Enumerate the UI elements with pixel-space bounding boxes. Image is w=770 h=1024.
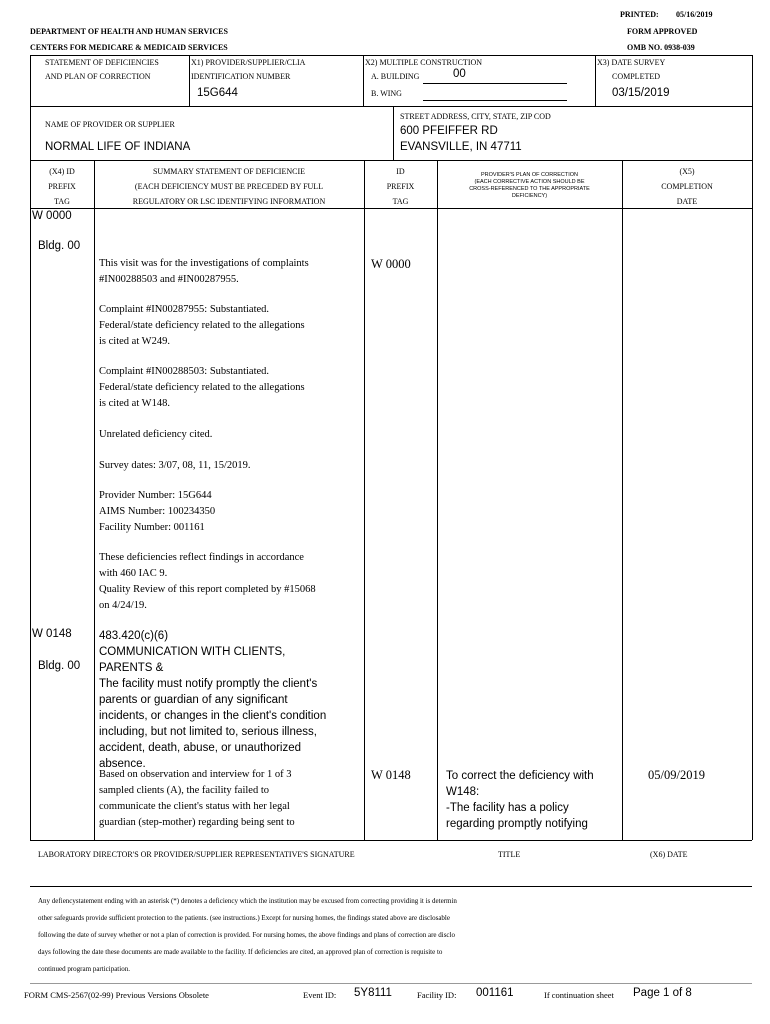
x5-label: (X5) [679, 167, 695, 176]
disclaimer-line1: Any defiencystatement ending with an asterisk (*) denotes a deficiency which the institution may be excused from correcting providing it is determin [38, 897, 457, 905]
department-title: DEPARTMENT OF HEALTH AND HUMAN SERVICES [30, 27, 228, 36]
printed-date: 05/16/2019 [676, 10, 713, 19]
id-tag-w0000: W 0000 [371, 257, 411, 271]
regulation-text: 483.420(c)(6) COMMUNICATION WITH CLIENTS, PARENTS & The facility must notify promptly the client's parents or guardian of any significant incidents, or changes in the client's condition including, but not limited to, serious illness, accident, death, abuse, or unauthorized absence. [99, 630, 327, 770]
wing-label: B. WING [371, 89, 402, 98]
completion-date: 05/09/2019 [648, 768, 705, 782]
unrelated-deficiency: Unrelated deficiency cited. [99, 429, 213, 440]
disclaimer-line5: continued program participation. [38, 965, 130, 973]
intro-paragraph: This visit was for the investigations of complaints #IN00288503 and #IN00287955. [99, 258, 309, 285]
building-value: 00 [453, 68, 466, 80]
x4-label: (X4) ID [49, 167, 75, 176]
provider-name-label: NAME OF PROVIDER OR SUPPLIER [45, 120, 175, 129]
bldg-w0000: Bldg. 00 [38, 240, 81, 252]
x2-label: X2) MULTIPLE CONSTRUCTION [365, 58, 483, 67]
statement-label: STATEMENT OF DEFICIENCIES [45, 58, 159, 67]
address-label: STREET ADDRESS, CITY, STATE, ZIP COD [400, 112, 551, 121]
finding-text: Based on observation and interview for 1 of 3 sampled clients (A), the facility failed to communicate the client's status with her legal guardian (step-mother) regarding being sent to [99, 769, 295, 828]
plan-of-correction-text: To correct the deficiency with W148: -The facility has a policy regarding promptly notifying [446, 770, 594, 830]
form-approved: FORM APPROVED [627, 27, 698, 36]
printed-label: PRINTED: [620, 10, 659, 19]
plan-header-line4: DEFICIENCY) [511, 193, 548, 199]
id-tag-w0148: W 0148 [371, 768, 411, 782]
x4-tag: TAG [54, 197, 70, 206]
page-number: Page 1 of 8 [633, 987, 692, 999]
plan-label: AND PLAN OF CORRECTION [45, 72, 151, 81]
continuation-label: If continuation sheet [544, 990, 614, 1000]
complaint-287955: Complaint #IN00287955: Substantiated. Federal/state deficiency related to the allegations is cited at W249. [99, 304, 305, 347]
address-line1: 600 PFEIFFER RD [400, 125, 498, 137]
completed-label: COMPLETED [612, 72, 660, 81]
identification-label: IDENTIFICATION NUMBER [191, 72, 291, 81]
quality-review: These deficiencies reflect findings in accordance with 460 IAC 9. Quality Review of this report completed by #15068 on 4/24/19. [99, 552, 316, 611]
x1-label: X1) PROVIDER/SUPPLIER/CLIA [191, 58, 306, 67]
form-number: FORM CMS-2567(02-99) Previous Versions Obsolete [24, 990, 209, 1000]
title-label: TITLE [498, 850, 521, 859]
building-label: A. BUILDING [371, 72, 420, 81]
plan-header-line1: PROVIDER'S PLAN OF CORRECTION [480, 172, 578, 178]
address-line2: EVANSVILLE, IN 47711 [400, 141, 522, 153]
x5-date: DATE [676, 197, 698, 206]
plan-header-line3: CROSS-REFERENCED TO THE APPROPRIATE [469, 186, 590, 192]
plan-header [437, 172, 622, 200]
tag-w0000: W 0000 [32, 210, 72, 222]
event-id-label: Event ID: [303, 990, 337, 1000]
x5-completion: COMPLETION [661, 182, 713, 191]
provider-numbers: Provider Number: 15G644 AIMS Number: 100234350 Facility Number: 001161 [99, 490, 216, 533]
provider-id-value: 15G644 [197, 87, 238, 99]
survey-date-value: 03/15/2019 [612, 87, 670, 99]
id-prefix: PREFIX [386, 182, 415, 191]
survey-dates: Survey dates: 3/07, 08, 11, 15/2019. [99, 460, 251, 471]
bldg-w0148: Bldg. 00 [38, 660, 81, 672]
facility-id-label: Facility ID: [417, 990, 457, 1000]
id-label: ID [396, 167, 405, 176]
complaint-288503: Complaint #IN00288503: Substantiated. Federal/state deficiency related to the allegations is cited at W148. [99, 366, 305, 409]
tag-w0148: W 0148 [32, 628, 72, 640]
summary-sub1: (EACH DEFICIENCY MUST BE PRECEDED BY FULL [134, 182, 324, 191]
provider-name-value: NORMAL LIFE OF INDIANA [45, 141, 191, 153]
disclaimer-line2: other safeguards provide sufficient protection to the patients. (see instructions.) Except for nursing homes, the findings stated above are disclosable [38, 914, 450, 922]
summary-header: SUMMARY STATEMENT OF DEFICIENCIE [152, 167, 306, 176]
disclaimer [38, 893, 457, 978]
centers-title: CENTERS FOR MEDICARE & MEDICAID SERVICES [30, 43, 228, 52]
signature-label: LABORATORY DIRECTOR'S OR PROVIDER/SUPPLIER REPRESENTATIVE'S SIGNATURE [38, 850, 355, 859]
x6-date-label: (X6) DATE [650, 850, 688, 859]
x3-label: X3) DATE SURVEY [597, 58, 666, 67]
event-id-value: 5Y8111 [354, 987, 392, 999]
disclaimer-line4: days following the date these documents are made available to the facility. If deficiencies are cited, an approved plan of correction is requisite to [38, 948, 443, 956]
plan-header-line2: (EACH CORRECTIVE ACTION SHOULD BE [474, 179, 585, 185]
disclaimer-line3: following the date of survey whether or not a plan of correction is provided. For nursing homes, the above findings and plans of correction are disclo [38, 931, 455, 939]
x4-prefix: PREFIX [48, 182, 76, 191]
id-tag: TAG [392, 197, 409, 206]
facility-id-value: 001161 [476, 987, 514, 999]
summary-sub2: REGULATORY OR LSC IDENTIFYING INFORMATION [132, 197, 326, 206]
omb-number: OMB NO. 0938-039 [627, 43, 695, 52]
